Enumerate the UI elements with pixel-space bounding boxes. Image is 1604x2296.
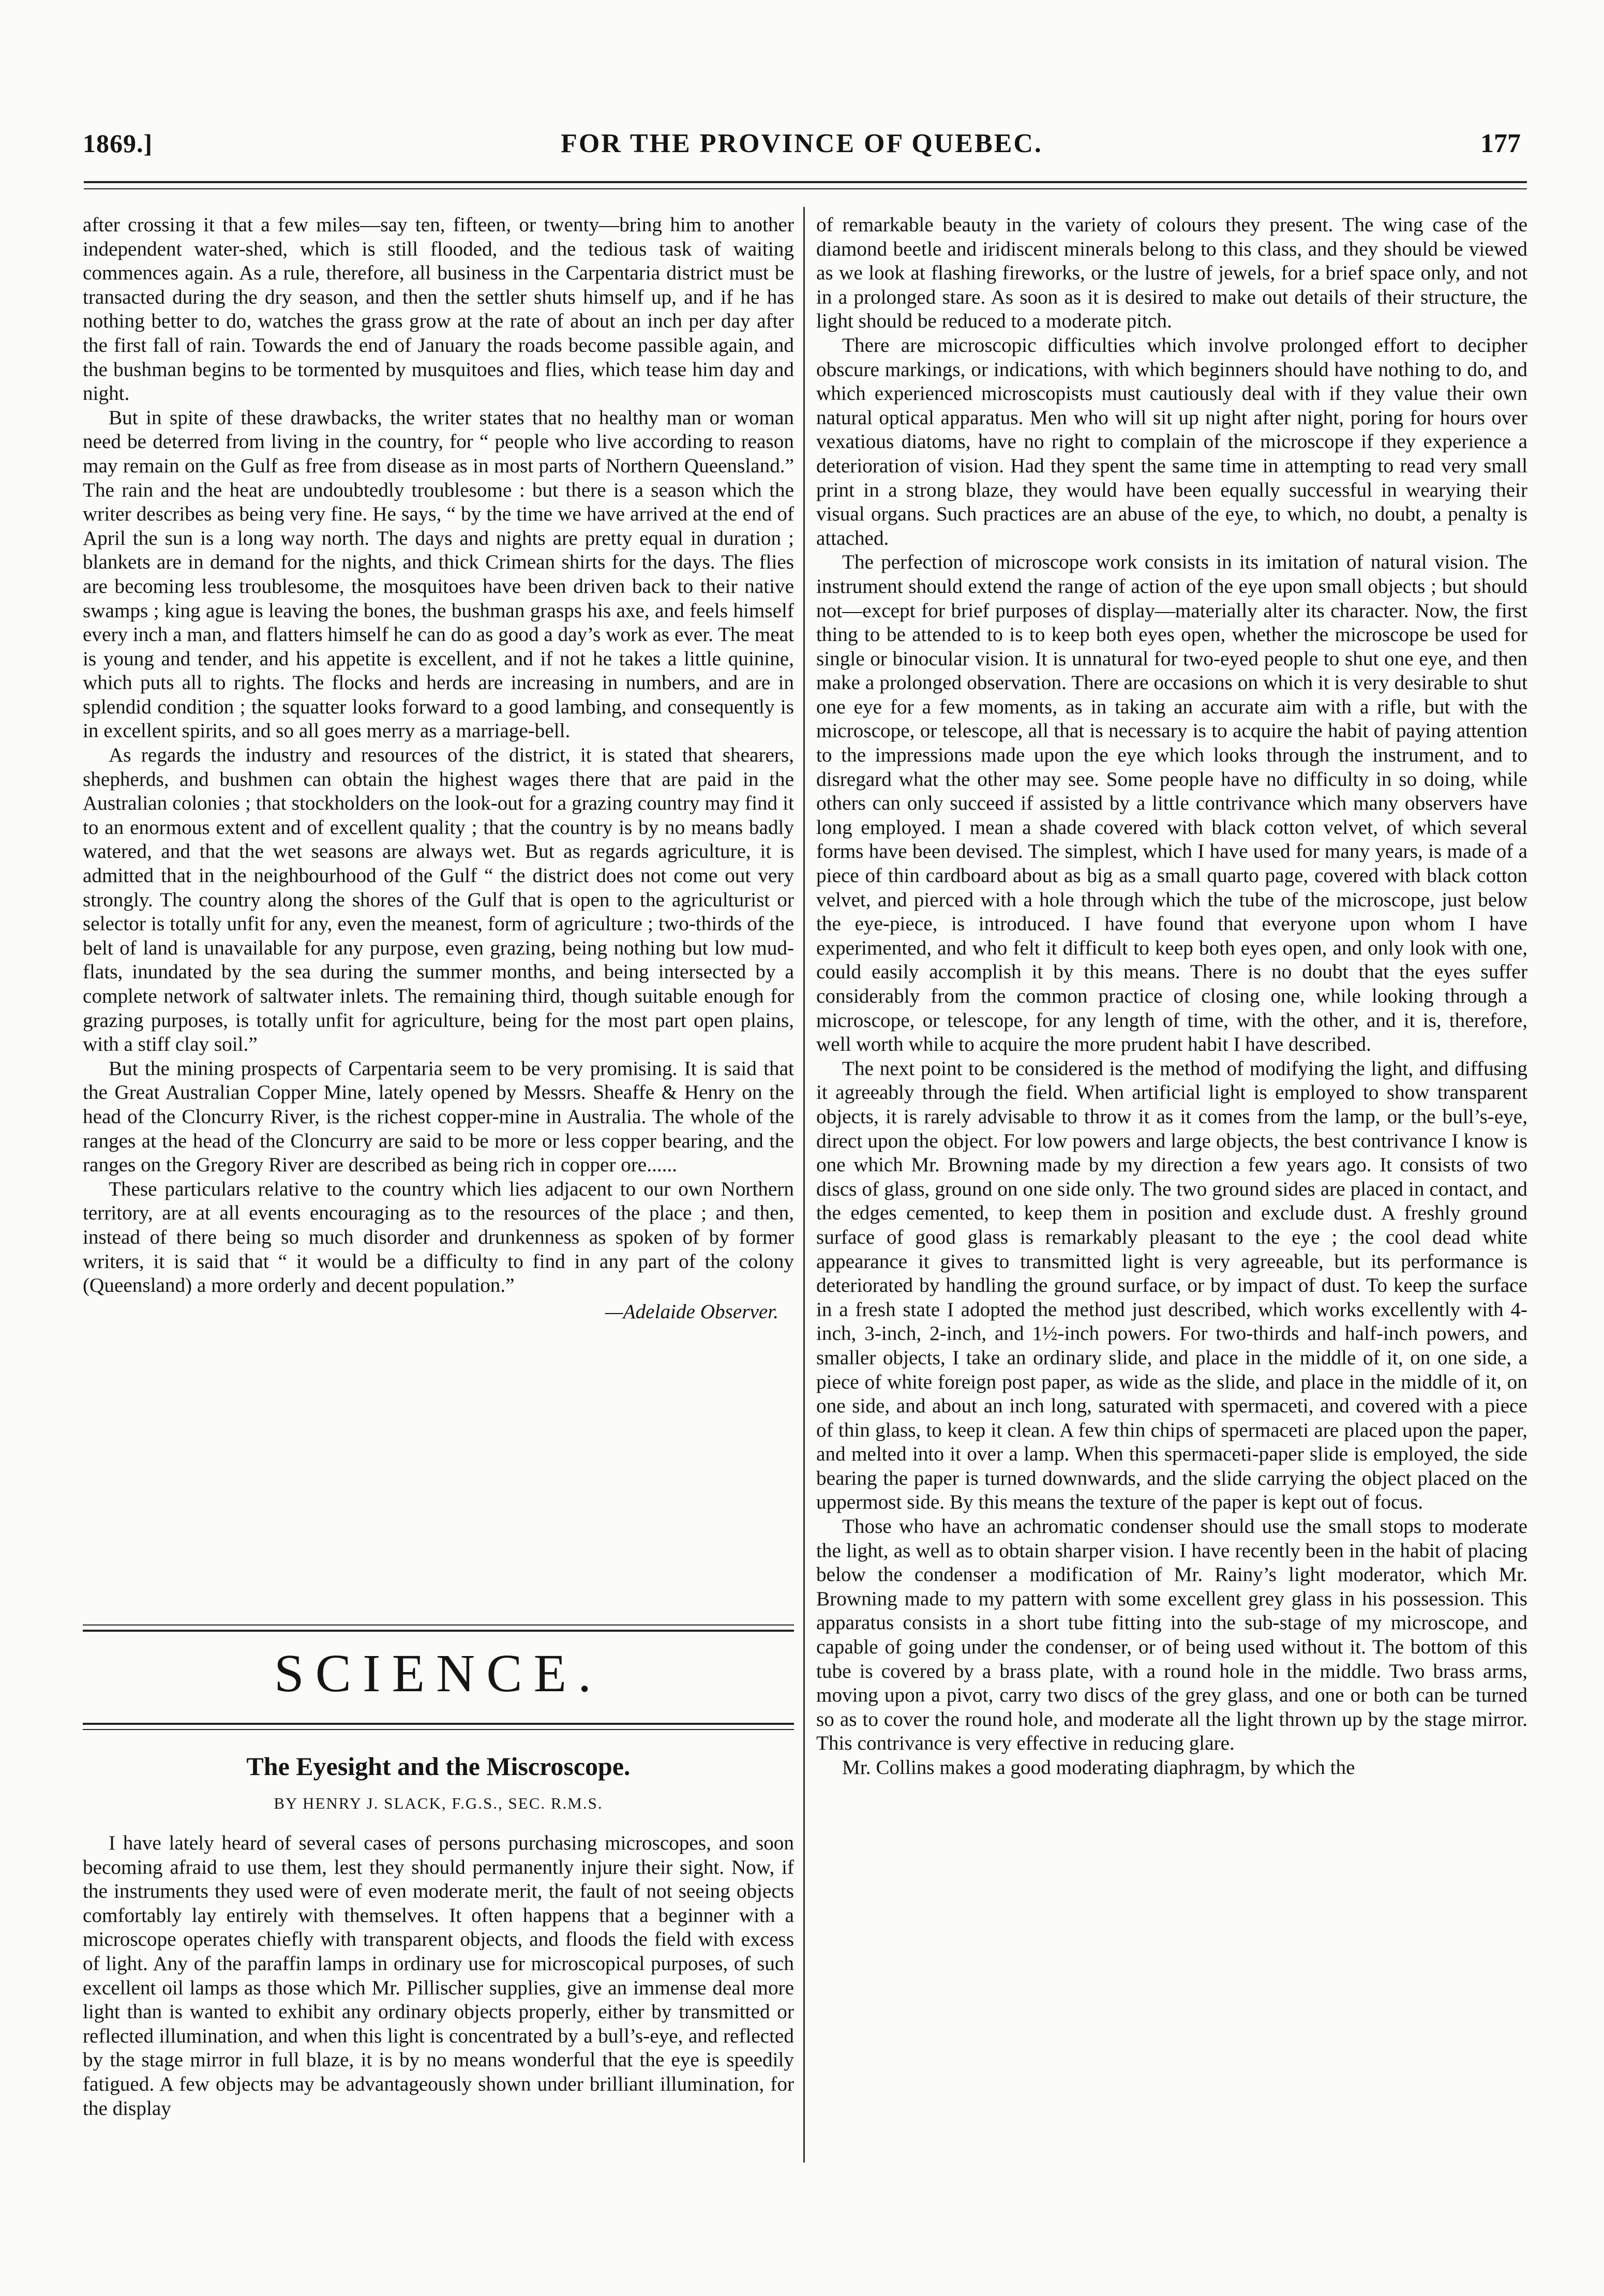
right-paragraph: Mr. Collins makes a good moderating diaphragm, by which the <box>842 1756 1355 1779</box>
left-paragraph: But in spite of these drawbacks, the writer states that no healthy man or woman need be deterred from living in the country, for “ people who live according to reason may remain on the Gulf as free from disease as in most parts of Northern Queensland.” The rain and the heat are undoubtedly troublesome : but there is a season which the writer describes as being very fine. He says, “ by the time we have arrived at the end of April the sun is a long way north. The days and nights are pretty equal in duration ; blankets are in demand for the nights, and thick Crimean shirts for the days. The flies are becoming less troublesome, the mosquitoes have been driven back to their native swamps ; king ague is leaving the bones, the bushman grasps his axe, and feels himself every inch a man, and flatters himself he can do as good a day’s work as ever. The meat is young and tender, and his appetite is excellent, and if not he takes a little quinine, which puts all to rights. The flocks and herds are increasing in numbers, and are in splendid condition ; the squatter looks forward to a good lambing, and consequently is in excellent spirits, and so all goes merry as a marriage-bell. <box>83 406 794 742</box>
running-head <box>83 128 1521 170</box>
right-column <box>816 213 1527 1780</box>
header-year: 1869.] <box>83 129 153 158</box>
article-byline: BY HENRY J. SLACK, F.G.S., SEC. R.M.S. <box>274 1794 603 1812</box>
left-paragraph: These particulars relative to the country which lies adjacent to our own Northern territory, are at all events encouraging as to the resources of the place ; and then, instead of there being so much disorder and drunkenness as spoken of by former writers, it is said that “ it would be a difficulty to find in any part of the colony (Queensland) a more orderly and decent population.” <box>83 1177 794 1297</box>
right-paragraph: Those who have an achromatic condenser should use the small stops to moderate the light, as well as to obtain sharper vision. I have recently been in the habit of placing below the condenser a modification of Mr. Rainy’s light moderator, which Mr. Browning made to my pattern with some excellent grey glass in his possession. This apparatus consists in a short tube fitting into the sub-stage of my microscope, and capable of going under the condenser, or of being used without it. The bottom of this tube is covered by a brass plate, with a round hole in the middle. Two brass arms, moving upon a pivot, carry two discs of the grey glass, and one or both can be turned so as to cover the round hole, and moderate all the light thrown up by the stage mirror. This contrivance is very effective in reducing glare. <box>816 1515 1527 1755</box>
page-number: 177 <box>1480 129 1521 158</box>
section-rule-top <box>83 1624 794 1636</box>
right-paragraph: The next point to be considered is the method of modifying the light, and diffusing it agreeably through the field. When artificial light is employed to show transparent objects, it is rarely advisable to throw it as it comes from the lamp, or the bull’s-eye, direct upon the object. For low powers and large objects, the best contrivance I know is one which Mr. Browning made by my direction a few years ago. It consists of two discs of glass, ground on one side only. The two ground sides are placed in contact, and the edges cemented, to keep them in position and exclude dust. A freshly ground surface of good glass is remarkably pleasant to the eye ; the cool dead white appearance it gives to transmitted light is very agreeable, but its performance is deteriorated by handling the ground surface, or by impact of dust. To keep the surface in a fresh state I adopted the method just described, which works excellently with 4-inch, 3-inch, 2-inch, and 1½-inch powers. For two-thirds and half-inch powers, and smaller objects, I take an ordinary slide, and place in the middle of it, on one side, a piece of white foreign post paper, as wide as the slide, and place in the middle of it, on one side, and about an inch long, saturated with spermaceti, and covered with a piece of thin glass, to keep it clean. A few thin chips of spermaceti are placed upon the paper, and melted into it over a lamp. When this spermaceti-paper slide is employed, the side bearing the paper is turned downwards, and the slide carrying the object placed on the uppermost side. By this means the texture of the paper is kept out of focus. <box>816 1057 1527 1514</box>
article-body <box>83 1831 794 2121</box>
left-paragraph: But the mining prospects of Carpentaria seem to be very promising. It is said that the Great Australian Copper Mine, lately opened by Messrs. Sheaffe & Henry on the head of the Cloncurry River, is the richest copper-mine in Australia. The whole of the ranges at the head of the Cloncurry are said to be more or less copper bearing, and the ranges on the Gregory River are described as being rich in copper ore...... <box>83 1057 794 1176</box>
header-rule-thick <box>84 181 1527 183</box>
left-column <box>83 213 794 1324</box>
left-paragraph: after crossing it that a few miles—say ten, fifteen, or twenty—bring him to another independent water-shed, which is still flooded, and the tedious task of waiting commences again. As a rule, therefore, all business in the Carpentaria district must be transacted during the dry season, and then the settler shuts himself up, and if he has nothing better to do, watches the grass grow at the rate of about an inch per day after the first fall of rain. Towards the end of January the roads become passible again, and the bushman begins to be tormented by musquitoes and flies, which tease him day and night. <box>83 214 794 405</box>
header-rule-thin <box>84 188 1527 189</box>
left-paragraph: As regards the industry and resources of the district, it is stated that shearers, shepherds, and bushmen can obtain the highest wages there that are paid in the Australian colonies ; that stockholders on the look-out for a grazing country may find it to an enormous extent and of excellent quality ; that the country is by no means badly watered, and that the wet seasons are always wet. But as regards agriculture, it is admitted that in the neighbourhood of the Gulf “ the district does not come out very strongly. The country along the shores of the Gulf that is open to the agriculturist or selector is totally unfit for any, even the meanest, form of agriculture ; two-thirds of the belt of land is unavailable for any purpose, even grazing, being nothing but low mud-flats, inundated by the sea during the summer months, and being intersected by a complete network of saltwater inlets. The remaining third, though suitable enough for grazing purposes, is totally unfit for agriculture, being for the most part open plains, with a stiff clay soil.” <box>83 744 794 1056</box>
right-paragraph: The perfection of microscope work consists in its imitation of natural vision. The instrument should extend the range of action of the eye upon small objects ; but should not—except for brief purposes of display—materially alter its character. Now, the first thing to be attended to is to keep both eyes open, whether the microscope be used for single or binocular vision. It is unnatural for two-eyed people to shut one eye, and then make a prolonged observation. There are occasions on which it is very desirable to shut one eye for a few moments, as in taking an accurate aim with a rifle, but with the microscope, or telescope, all that is necessary is to acquire the habit of paying attention to the impressions made upon the eye which looks through the instrument, and to disregard what the other may see. Some people have no difficulty in so doing, while others can only succeed if assisted by a little contrivance which many observers have long employed. I mean a shade covered with black cotton velvet, of which several forms have been devised. The simplest, which I have used for many years, is made of a piece of thin cardboard about as big as a small quarto page, covered with black cotton velvet, and pierced with a hole through which the tube of the microscope, just below the eye-piece, is introduced. I have found that everyone upon whom I have experimented, and who felt it difficult to keep both eyes open, and only look with one, could easily accomplish it by this means. There is no doubt that the eyes suffer considerably from the common practice of closing one, while looking through a microscope, or telescope, for any length of time, with the other, and it is, therefore, well worth while to acquire the more prudent habit I have described. <box>816 551 1527 1056</box>
section-heading: SCIENCE. <box>274 1644 603 1703</box>
article-paragraph: I have lately heard of several cases of persons purchasing microscopes, and soon becoming afraid to use them, lest they should permanently injure their sight. Now, if the instruments they used were of even moderate merit, the fault of not seeing objects comfortably lay entirely with themselves. It often happens that a beginner with a microscope operates chiefly with transparent objects, and floods the field with excess of light. Any of the paraffin lamps in ordinary use for microscopical purposes, of such excellent oil lamps as those which Mr. Pillischer supplies, give an immense deal more light than is wanted to exhibit any ordinary objects properly, either by transmitted or reflected illumination, and when this light is concentrated by a bull’s-eye, and reflected by the stage mirror in full blaze, it is by no means wonderful that the eye is speedily fatigued. A few objects may be advantageously shown under brilliant illumination, for the display <box>83 1832 794 2120</box>
column-divider <box>803 207 805 2163</box>
section-rule-bottom <box>83 1723 794 1730</box>
right-paragraph: of remarkable beauty in the variety of colours they present. The wing case of the diamond beetle and iridiscent minerals belong to this class, and they should be viewed as we look at flashing fireworks, or the lustre of jewels, for a brief space only, and not in a prolonged stare. As soon as it is desired to make out details of their structure, the light should be reduced to a moderate pitch. <box>816 214 1527 333</box>
header-title: FOR THE PROVINCE OF QUEBEC. <box>561 129 1043 158</box>
article-title: The Eyesight and the Miscroscope. <box>246 1752 631 1781</box>
attribution: —Adelaide Observer. <box>605 1300 778 1323</box>
right-paragraph: There are microscopic difficulties which involve prolonged effort to decipher obscure markings, or indications, with which beginners should have nothing to do, and which experienced microscopists must cautiously deal with if they value their own natural optical apparatus. Men who will sit up night after night, poring for hours over vexatious diatoms, have no right to complain of the microscope if they experience a deterioration of vision. Had they spent the same time in attempting to read very small print in a strong blaze, they would have been equally successful in wearying their visual organs. Such practices are an abuse of the eye, to which, no doubt, a penalty is attached. <box>816 334 1527 549</box>
